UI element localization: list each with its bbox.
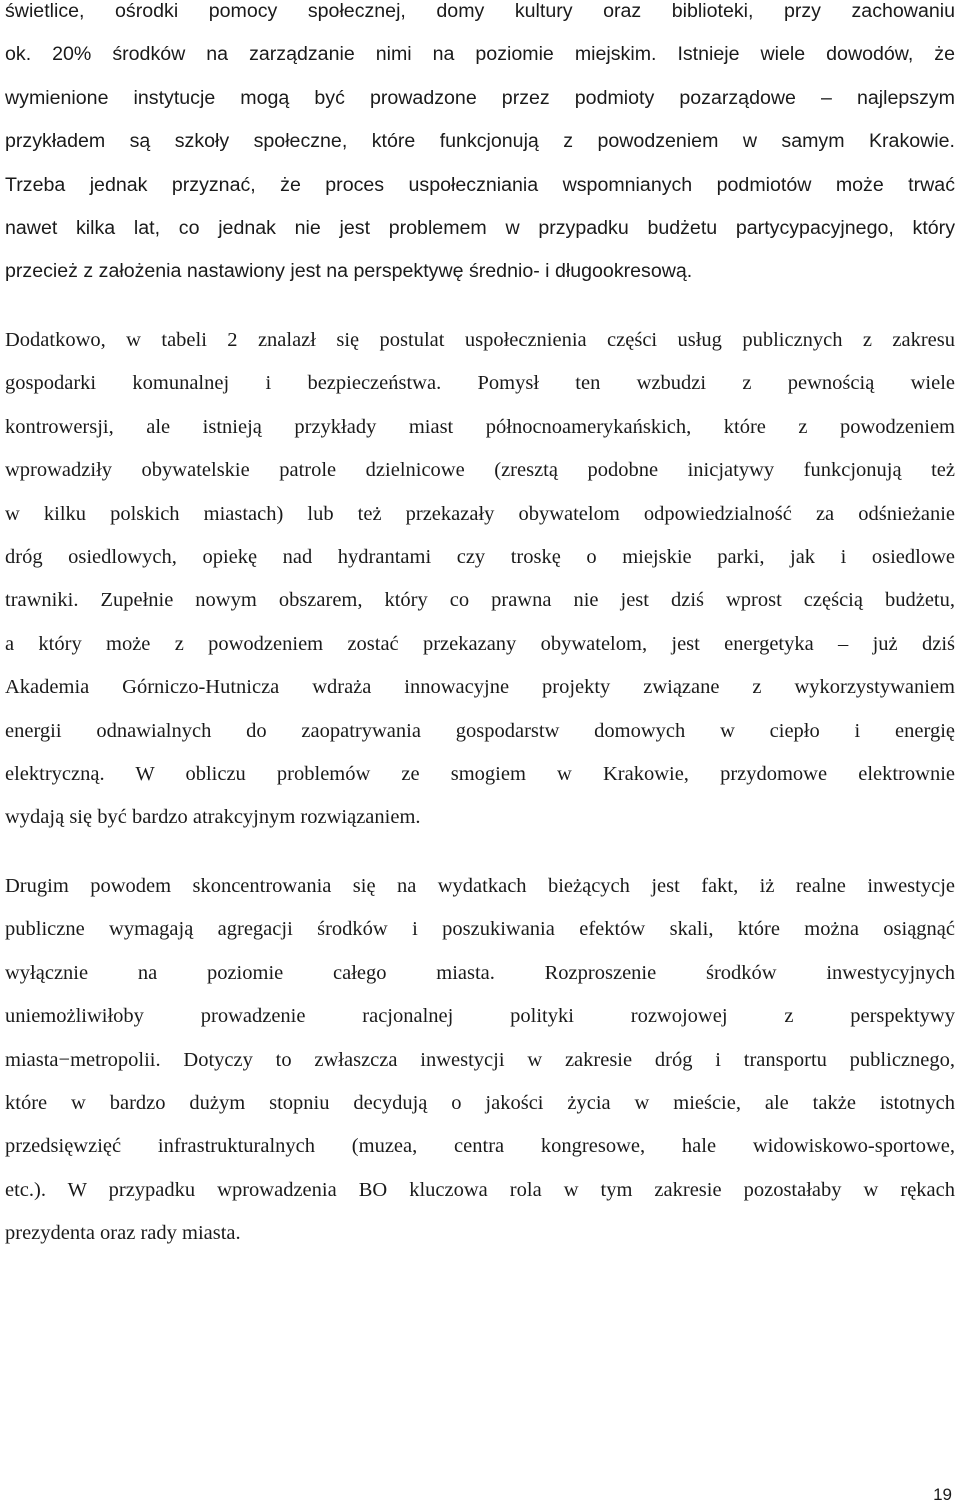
text-line (5, 666, 955, 709)
text-segment: trawniki. Zupełnie nowym obszarem, który co prawna nie jest dziś wprost częścią budżetu, (5, 589, 955, 612)
text-segment: w kilku polskich miastach) lub też przekazały obywatelom odpowiedzialność za odśnieżanie (5, 502, 955, 525)
text-line (5, 0, 955, 33)
text-line (5, 1212, 955, 1255)
page-number: 19 (933, 1485, 952, 1504)
text-segment: nawet kilka lat, co jednak nie jest problemem w przypadku budżetu partycypacyjnego, który (5, 216, 955, 239)
text-line (5, 207, 955, 250)
text-segment: prezydenta oraz rady miasta. (5, 1222, 241, 1245)
text-segment: przecież z założenia nastawiony jest na perspektywę średnio- i długookresową. (5, 260, 693, 283)
text-segment: energii odnawialnych do zaopatrywania gospodarstw domowych w ciepło i energię (5, 719, 955, 742)
text-segment: Dodatkowo, w tabeli 2 znalazł się postulat uspołecznienia części usług publicznych z zakresu (5, 329, 955, 351)
text-segment: uniemożliwiłoby prowadzenie racjonalnej polityki rozwojowej z perspektywy (5, 1005, 955, 1028)
text-segment: wyłącznie na poziomie całego miasta. Rozproszenie środków inwestycyjnych (5, 961, 955, 984)
text-segment: przedsięwzięć infrastrukturalnych (muzea, centra kongresowe, hale widowiskowo-sportowe, (5, 1135, 955, 1158)
text-line (5, 77, 955, 120)
text-segment: ok. 20% środków na zarządzanie nimi na poziomie miejskim. Istnieje wiele dowodów, że (5, 43, 955, 66)
text-line (5, 449, 955, 492)
text-line (5, 710, 955, 753)
text-line (5, 908, 955, 951)
text-line (5, 120, 955, 163)
text-line (5, 1125, 955, 1168)
text-line (5, 865, 955, 908)
text-segment: Trzeba jednak przyznać, że proces uspołeczniania wspomnianych podmiotów może trwać (5, 173, 955, 196)
text-segment: etc.). W przypadku wprowadzenia BO kluczowa rola w tym zakresie pozostałaby w rękach (5, 1178, 955, 1201)
text-segment: Drugim powodem skoncentrowania się na wydatkach bieżących jest fakt, iż realne inwestycje (5, 875, 955, 897)
paragraph-1 (5, 0, 955, 294)
text-segment: wydają się być bardzo atrakcyjnym rozwiązaniem. (5, 806, 421, 829)
text-line (5, 1082, 955, 1125)
text-line (5, 623, 955, 666)
text-segment: miasta−metropolii. Dotyczy to zwłaszcza inwestycji w zakresie dróg i transportu publicznego, (5, 1048, 955, 1071)
text-line (5, 753, 955, 796)
text-segment: gospodarki komunalnej i bezpieczeństwa. Pomysł ten wzbudzi z pewnością wiele (5, 372, 955, 395)
text-line (5, 579, 955, 622)
text-line (5, 362, 955, 405)
text-line (5, 250, 955, 293)
text-segment: świetlice, ośrodki pomocy społecznej, domy kultury oraz biblioteki, przy zachowaniu (5, 0, 955, 22)
text-line (5, 33, 955, 76)
text-line (5, 164, 955, 207)
text-line (5, 1169, 955, 1212)
text-segment: przykładem są szkoły społeczne, które funkcjonują z powodzeniem w samym Krakowie. (5, 130, 955, 153)
text-segment: wymienione instytucje mogą być prowadzone przez podmioty pozarządowe – najlepszym (5, 86, 955, 109)
text-line (5, 952, 955, 995)
paragraph-2 (5, 319, 955, 840)
text-segment: elektryczną. W obliczu problemów ze smogiem w Krakowie, przydomowe elektrownie (5, 762, 955, 785)
text-segment: dróg osiedlowych, opiekę nad hydrantami czy troskę o miejskie parki, jak i osiedlowe (5, 545, 955, 568)
text-segment: publiczne wymagają agregacji środków i poszukiwania efektów skali, które można osiągnąć (5, 918, 955, 941)
text-segment: Akademia Górniczo-Hutnicza wdraża innowacyjne projekty związane z wykorzystywaniem (5, 676, 955, 699)
text-line (5, 493, 955, 536)
text-segment: a który może z powodzeniem zostać przekazany obywatelom, jest energetyka – już dziś (5, 632, 955, 655)
text-line (5, 406, 955, 449)
text-line (5, 796, 955, 839)
text-segment: kontrowersji, ale istnieją przykłady miast północnoamerykańskich, które z powodzeniem (5, 415, 955, 438)
text-line (5, 536, 955, 579)
text-line (5, 319, 955, 362)
text-segment: które w bardzo dużym stopniu decydują o jakości życia w mieście, ale także istotnych (5, 1091, 955, 1114)
text-line (5, 1039, 955, 1082)
text-line (5, 995, 955, 1038)
text-segment: wprowadziły obywatelskie patrole dzielnicowe (zresztą podobne inicjatywy funkcjonują też (5, 459, 955, 482)
paragraph-3 (5, 865, 955, 1256)
